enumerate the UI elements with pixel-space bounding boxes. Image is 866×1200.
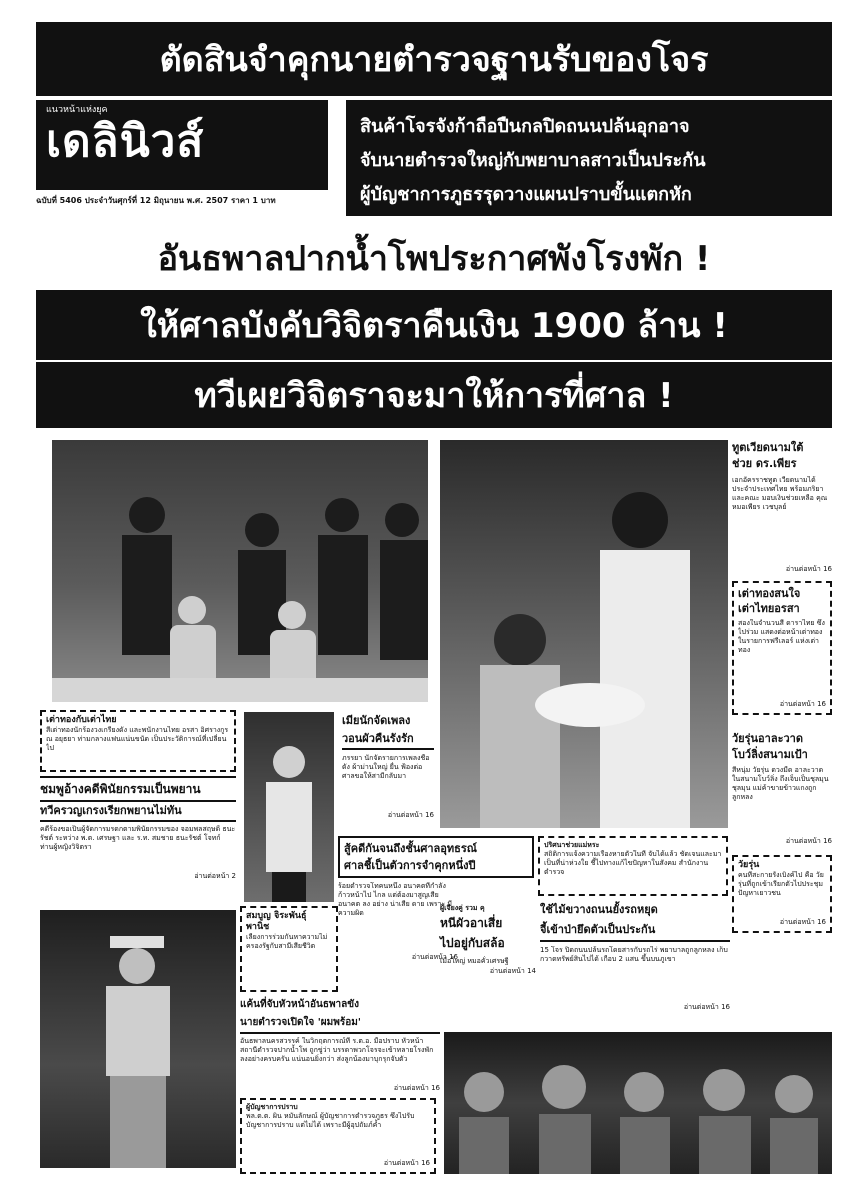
singer-title-b: วอนผัวคืนรังรัก (342, 730, 434, 750)
woman-caption-body: เลี้ยงการร่วมกันหาความไม่ครองรัฐกับสามีเสียชีวิต (246, 933, 328, 950)
headline-3-text: ทวีเผยวิจิตราจะมาให้การที่ศาล ! (194, 376, 674, 416)
wife-more: อ่านต่อหน้า 14 (489, 967, 536, 975)
singer-body: ภรรยา นักจัดรายการเพลงชื่อดัง ผ้าม่านใหญ่ ยื่น ฟ้องต่อศาลขอให้สามีกลับมา (342, 754, 430, 780)
gang-story (240, 996, 440, 1096)
top-banner-text: ตัดสินจำคุกนายตำรวจฐานรับของโจร (159, 40, 709, 80)
beatles-caption-title: เต่าทองกับเต่าไทย (46, 715, 117, 725)
gang-title-b: นายตำรวจเปิดใจ 'ผมพร้อม' (240, 1014, 440, 1034)
court-more: อ่านต่อหน้า 16 (411, 953, 458, 961)
gang-body: อันธพาลนครสวรรค์ ในวิกฤตการณ์ที่ ร.ต.อ. มือปราบ หัวหน้าสถานีตำรวจปากน้ำโพ ถูกขู่ว่า บรรดาพวกโจรจะเข้าทลายโรงพัก ลงอย่างครบครัน แน่นอนยิ่งกว่า ส่งลูกน้องมาบุกรุกจับตัว (240, 1037, 434, 1063)
masthead-title: เดลินิวส์ (46, 116, 205, 167)
story1-body: เอกอัครราชทูต เวียดนามได้ประจำประเทศไทย พร้อมภริยา และคณะ มอบเงินช่วยเหลือ คุณหมอเพียร เวชบุลย์ (732, 476, 828, 511)
headline-2-text: ให้ศาลบังคับวิจิตราคืนเงิน 1900 ล้าน ! (140, 306, 728, 346)
commander-more: อ่านต่อหน้า 16 (383, 1159, 430, 1167)
policeman-photo (40, 910, 236, 1168)
side-headline-3: ผู้บัญชาการภูธรรุดวางแผนปราบขั้นแตกหัก (360, 184, 692, 205)
story1-title-a: ทูตเวียดนามใต้ (732, 441, 804, 454)
story2-body: สองในจำนวนสี่ ดาราไทย ซึ่งไปร่วม แสดงต่อหน้าเต่าทอง ในรายการฟรีเลอร์ แห่งเต่าทอง (738, 619, 825, 654)
teen-box-title: วัยรุ่น (738, 860, 760, 870)
notice-box (538, 836, 728, 896)
headline-1-text: อันธพาลปากน้ำโพประกาศพังโรงพัก ! (157, 239, 711, 279)
will-story-title: ชมพูอ้างคดีพินัยกรรมเป็นพยาน (40, 782, 201, 796)
wife-sub: ผู้เจียงคู่ รวม คุ (440, 904, 485, 912)
commander-box (240, 1098, 436, 1174)
wife-title-b: ไปอยู่กับสล้อ (440, 936, 505, 950)
truck-body: 15 โจร ปิดถนนปล้นรถโดยสารกับรถไร่ พยาบาลถูกลูกหลง เก็บกวาดทรัพย์สินไปได้ เกือบ 2 แสน ขึ้นบนภูเขา (540, 946, 728, 963)
beatles-photo-figures (52, 440, 428, 702)
gang-title-a: แค้นที่จับหัวหน้าอันธพาลขัง (240, 999, 360, 1010)
story3-title-b: โบว์ลิ่งสนามเป้า (732, 748, 808, 761)
truck-more: อ่านต่อหน้า 16 (683, 1003, 730, 1011)
singer-title-a: เมียนักจัดเพลง (342, 714, 411, 727)
story2-title-a: เต่าทองสนใจ (738, 587, 801, 600)
top-banner (36, 22, 832, 96)
suspects-photo (444, 1032, 832, 1174)
wife-story (440, 904, 536, 1024)
woman-caption-name: สมบูญ จิระพันธุ์ (246, 911, 307, 921)
truck-story (540, 900, 730, 1028)
singer-more: อ่านต่อหน้า 16 (387, 811, 434, 819)
story2-box (732, 581, 832, 715)
story3-body: สี่หนุ่ม วัยรุ่น ดวงมืด อาละวาด ในสนามโบว์ลิ่ง ถึงเจ็บเป็นชุลมุนชุลมุน แม่ค้าขายข้าวแกงถูกลูกหลง (732, 766, 829, 801)
will-story-more: อ่านต่อหน้า 2 (194, 872, 236, 880)
woman-photo (244, 712, 334, 902)
beatles-photo (52, 440, 428, 702)
truck-title-b: จี้เข้าป่ายึดตัวเป็นประกัน (540, 920, 730, 942)
side-headline-2: จับนายตำรวจใหญ่กับพยาบาลสาวเป็นประกัน (360, 150, 706, 171)
court-title-b: ศาลชี้เป็นตัวการจำคุกหนึ่งปี (344, 859, 476, 872)
will-story-body: คดีร้องขอเป็นผู้จัดการมรดกตามพินัยกรรมของ จอมพลสฤษดิ์ ธนะรัชต์ ระหว่าง พ.ต. เศรษฐา และ ร.ท. สมชาย ธนะรัชต์ โจทก์ ท่านผู้หญิงวิจิตรา (40, 825, 236, 851)
nurse-photo (440, 440, 728, 828)
story2-more: อ่านต่อหน้า 16 (779, 700, 826, 708)
masthead-tagline: แนวหน้าแห่งยุค (46, 105, 108, 115)
issue-line: ฉบับที่ 5406 ประจำวันศุกร์ที่ 12 มิถุนายน พ.ศ. 2507 ราคา 1 บาท (36, 196, 276, 205)
court-body: ร้อยตำรวจโทคนหนึ่ง อนาคตที่กำลังก้าวหน้าไป ไกล แต่ต้องมาสูญเสีย อนาคต ลง อย่าง น่าเสีย ดาย เพราะ มีความผิด (338, 882, 452, 917)
teen-box (732, 855, 832, 933)
side-headline-1: สินค้าโจรจังก้าถือปืนกลปิดถนนปล้นอุกอาจ (360, 116, 690, 137)
woman-photo-figure (244, 712, 334, 902)
teen-box-more: อ่านต่อหน้า 16 (779, 918, 826, 926)
teen-box-body: คนที่สะกายรั้งเบิ่งค์ไป คือ วัยรุ่นที่ถูกเข้าเรียกตัวไปประชุมปัญหาเยาวชน (738, 871, 824, 897)
commander-title: ผู้บัญชาการปราบ (246, 1103, 298, 1111)
will-story (40, 776, 236, 906)
court-title-box (338, 836, 534, 878)
headline-2 (36, 290, 832, 360)
truck-title-a: ใช้ไม้ขวางถนนยั้งรถหยุด (540, 903, 658, 916)
wife-body: เมื่อใหญ่ หมอคั่วเศรษฐี (440, 957, 509, 965)
woman-caption-suffix: พานิช (246, 922, 270, 932)
singer-story (342, 712, 434, 836)
suspects-photo-figures (444, 1032, 832, 1174)
policeman-photo-figure (40, 910, 236, 1168)
gang-more: อ่านต่อหน้า 16 (393, 1084, 440, 1092)
headline-3 (36, 362, 832, 428)
will-story-sub: ทวีครวญเกรงเรียกพยานไม่ทัน (40, 800, 236, 822)
story3-more: อ่านต่อหน้า 16 (785, 837, 832, 845)
nurse-photo-figures (440, 440, 728, 828)
beatles-caption-box (40, 710, 236, 772)
masthead (36, 100, 328, 190)
wife-title-a: หนีผัวอาเสี่ย (440, 916, 503, 930)
story2-title-b: เต่าไทยอรสา (738, 602, 800, 615)
commander-body: พล.ต.ต. ผิน หมั่นลักษณ์ ผู้บัญชาการตำรวจภูธร ซึ่งไปรับบัญชาการปราบ แต่ไม่ได้ เพราะมีผู้อุปถัมภ์ค้ำ (246, 1112, 415, 1129)
notice-title: ปริศนาช่วยแม่หระ (544, 841, 600, 849)
beatles-caption-body: สี่เต่าทองนักร้องวงเกรียงดัง และพนักงานไทย อรสา อิศรางกูร ณ อยุธยา ท่ามกลางแฟนแน่นขนัด เป็นประวัติการณ์ที่เปลี่ยนไป (46, 726, 229, 752)
story1-title-b: ช่วย ดร.เพียร (732, 457, 797, 470)
court-title-a: สู้คดีกันจนถึงชั้นศาลอุทธรณ์ (344, 842, 477, 855)
side-headlines (346, 100, 832, 216)
woman-caption (240, 906, 338, 992)
story3-title-a: วัยรุ่นอาละวาด (732, 732, 803, 745)
notice-body: สถิติการแจ้งความเรื่องหายตัวในที่ จับได้แล้ว ชัดเจนและมาเป็นที่น่าห่วงใย ชี้ไปทางแก้ไขปัญหาในสังคม สำนักงานตำรวจ (544, 850, 722, 876)
right-column (732, 440, 832, 1032)
headline-1 (36, 226, 832, 290)
story1-more: อ่านต่อหน้า 16 (785, 565, 832, 573)
